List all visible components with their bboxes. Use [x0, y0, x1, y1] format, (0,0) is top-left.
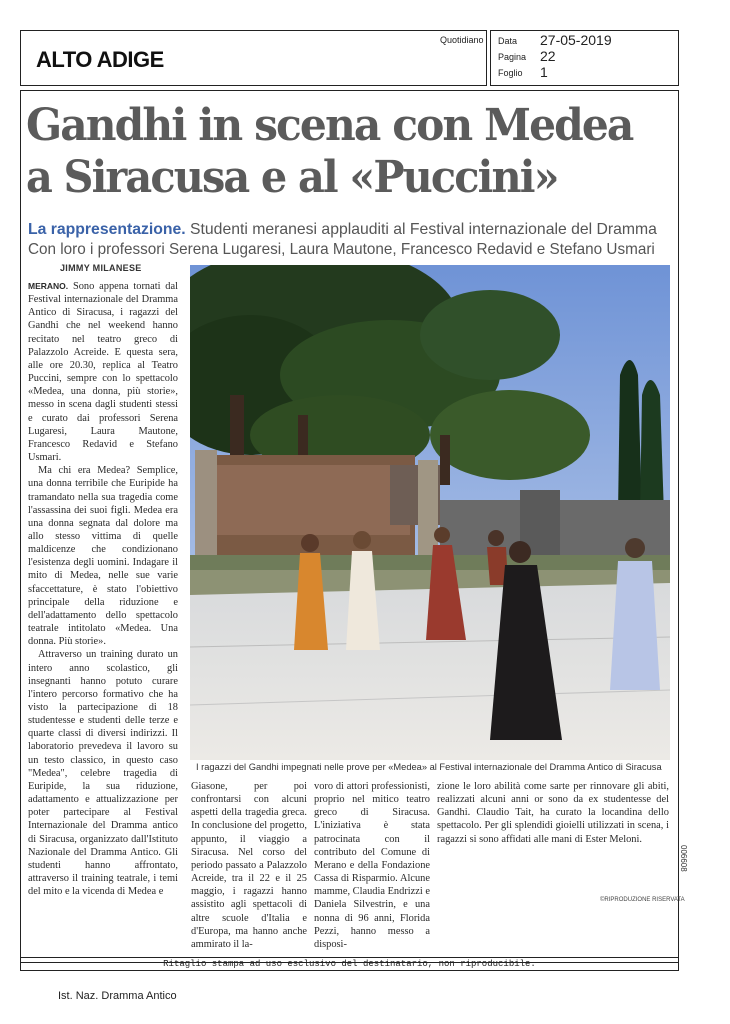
deck-line-1	[28, 221, 657, 239]
dateline: MERANO.	[28, 281, 69, 291]
side-code: 006608	[679, 845, 688, 872]
paragraph-1-text: Sono appena tornati dal Festival internazionale del Dramma Antico di Siracusa, i ragazzi del Gandhi che nel weekend hanno recitato nel teatro greco di Palazzolo Acreide. E questa sera, alle ore 20.30, replica al Teatro Puccini, sempre con lo spettacolo «Medea, una donna, più storie», messo in scena dagli studenti stessi e curato dai professori Serena Lugaresi, Laura Mautone, Francesco Redavid e Stefano Usmari.	[28, 281, 178, 464]
paragraph-5: voro di attori professionisti, proprio nel mitico teatro greco di Siracusa. L'iniziativa è stata patrocinata con il contributo del Comune di Merano e della Fondazione Cassa di Risparmio. Alcune mamme, Claudia Endrizzi e Daniela Silvestrin, e una nonna di 96 anni, Florida Pezzi, hanno messo a disposi-	[314, 781, 430, 950]
newspaper-logo: ALTO ADIGE	[36, 47, 164, 72]
photo-caption: I ragazzi del Gandhi impegnati nelle prove per «Medea» al Festival internazionale del Dramma Antico di Siracusa	[196, 762, 662, 772]
sheet-label: Foglio	[498, 68, 523, 78]
deck-line-1-text: Studenti meranesi applauditi al Festival internazionale del Dramma	[185, 221, 657, 238]
paragraph-6: zione le loro abilità come sarte per rinnovare gli abiti, realizzati alcuni anni or sono da ex studentesse del Gandhi. Claudio Tait, ha curato la locandina dello spettacolo. Per gli splendidi gioielli utilizzati in scena, i ragazzi si sono affidati alle mani di Ester Meloni.	[437, 781, 669, 845]
publication-type: Quotidiano	[440, 35, 484, 45]
article-column-1	[28, 280, 178, 898]
article-column-3	[314, 780, 430, 951]
paragraph-4: Giasone, per poi confrontarsi con alcuni aspetti della tragedia greca. In conclusione del progetto, appunto, il viaggio a Siracusa. Nel corso del periodo passato a Palazzolo Acreide, tra il 22 e il 25 maggio, i ragazzi hanno assistito agli spettacoli di altre scuole d'Italia e d'Europa, ma hanno anche ammirato il la-	[191, 781, 307, 950]
headline-line-2: a Siracusa e al «Puccini»	[26, 152, 558, 203]
article-column-2	[191, 780, 307, 951]
paragraph-1	[28, 280, 178, 464]
paragraph-2: Ma chi era Medea? Semplice, una donna terribile che Euripide ha tramandato nella sua tragedia come l'assassina dei suoi figli. Medea era una donna segnata dal dolore ma allo stesso vittima di quelle maldicenze che condizionano l'esistenza degli uomini. Indagare il mito di Medea, nelle sue varie sfaccettature, è stato l'obiettivo principale della riduzione e dell'adattamento dello spettacolo teatrale intitolato «Medea. Una donna. Più storie».	[28, 465, 178, 648]
sheet-value: 1	[540, 64, 548, 80]
deck-kicker: La rappresentazione.	[28, 221, 186, 238]
paragraph-3: Attraverso un training durato un intero anno scolastico, gli insegnanti hanno potuto curare l'intero percorso formativo che ha visto la partecipazione di 18 studentesse e studenti delle terze e quarte classi di diversi indirizzi. Il laboratorio prevedeva il lavoro su un testo classico, in questo caso "Medea", celebre tragedia di Euripide, la sua riduzione, adattamento e attualizzazione per poter partecipare al Festival Internazionale del Dramma antico di Siracusa, organizzato dall'Istituto Nazionale del Dramma Antico. Gli studenti hanno affrontato, attraverso il training teatrale, i temi del mito e la vicenda di Medea e	[28, 649, 178, 898]
footer-disclaimer: Ritaglio stampa ad uso esclusivo del destinatario, non riproducibile.	[20, 957, 679, 971]
article-photo	[190, 265, 670, 760]
date-value: 27-05-2019	[540, 32, 612, 48]
headline-line-1: Gandhi in scena con Medea	[26, 100, 633, 151]
deck-line-2: Con loro i professori Serena Lugaresi, Laura Mautone, Francesco Redavid e Stefano Usmari	[28, 241, 655, 258]
page-value: 22	[540, 48, 556, 64]
footer-source: Ist. Naz. Dramma Antico	[58, 990, 177, 1002]
page-label: Pagina	[498, 52, 527, 62]
byline: JIMMY MILANESE	[60, 263, 142, 273]
article-column-4	[437, 780, 669, 846]
copyright-note: ©RIPRODUZIONE RISERVATA	[600, 897, 685, 903]
date-label: Data	[498, 36, 518, 46]
